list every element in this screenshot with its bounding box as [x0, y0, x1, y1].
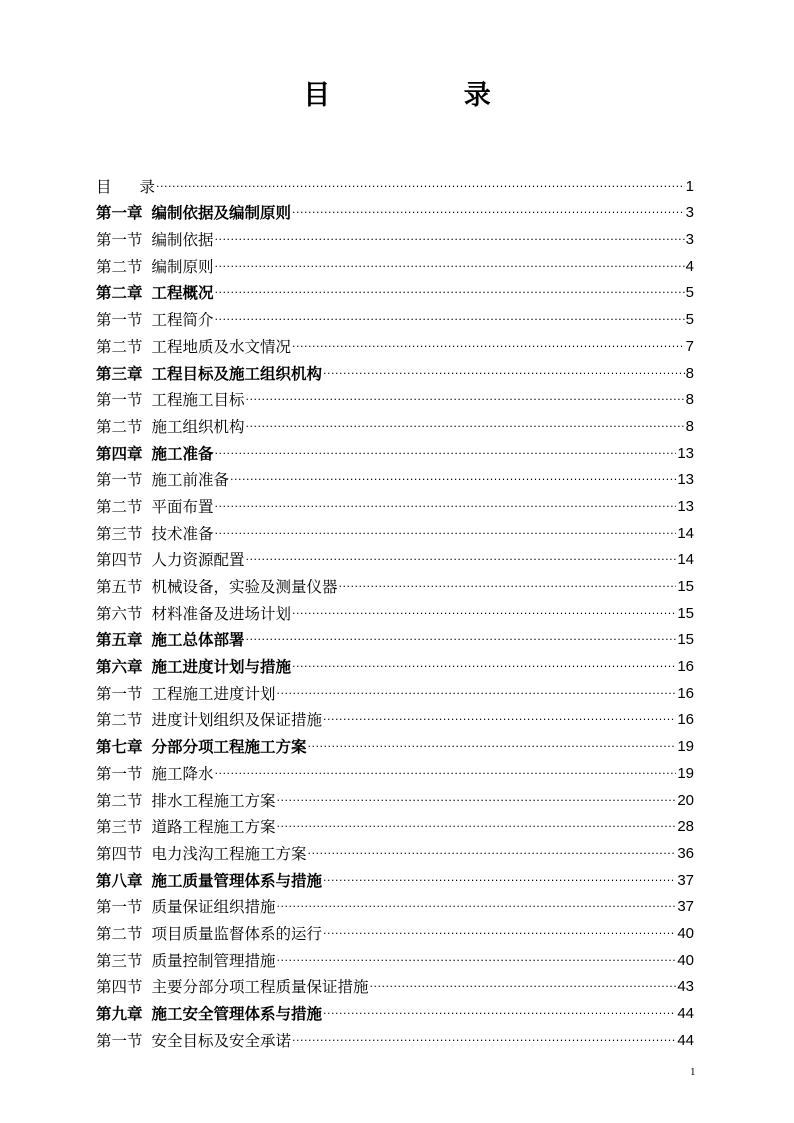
toc-dot-leader [323, 926, 676, 942]
toc-entry-label: 第八章 [96, 870, 143, 890]
toc-dot-leader [277, 819, 677, 835]
toc-entry-page: 15 [677, 578, 694, 595]
toc-entry-title: 工程施工进度计划 [151, 684, 276, 703]
toc-entry[interactable] [96, 384, 694, 411]
toc-entry-title: 质量保证组织措施 [151, 898, 276, 917]
toc-entry-label: 第一章 [96, 203, 143, 223]
toc-entry-title: 工程概况 [151, 283, 214, 303]
toc-entry[interactable] [96, 944, 694, 971]
toc-entry-title: 施工降水 [151, 764, 214, 783]
toc-entry-page: 13 [677, 471, 694, 489]
toc-entry-title: 机械设备，实验及测量仪器 [151, 578, 338, 596]
toc-entry[interactable] [96, 570, 694, 597]
toc-entry-title: 工程目标及施工组织机构 [151, 363, 323, 383]
toc-entry[interactable] [96, 917, 694, 944]
toc-entry-label: 第一节 [96, 231, 143, 250]
toc-dot-leader [292, 205, 685, 221]
toc-entry-page: 16 [677, 684, 694, 702]
toc-entry-title: 技术准备 [151, 524, 214, 543]
toc-dot-leader [323, 712, 676, 728]
toc-entry-page: 5 [685, 311, 694, 329]
toc-dot-leader [230, 472, 676, 488]
toc-entry[interactable] [96, 864, 694, 891]
toc-entry-label: 第九章 [96, 1004, 143, 1023]
toc-dot-leader [277, 899, 677, 915]
toc-entry-title: 施工总体部署 [151, 630, 245, 650]
toc-entry[interactable] [96, 197, 694, 224]
toc-entry-title: 编制依据及编制原则 [151, 203, 292, 223]
toc-dot-leader [246, 552, 677, 568]
toc-entry-title: 施工进度计划与措施 [151, 657, 292, 677]
toc-entry-title: 分部分项工程施工方案 [151, 737, 307, 757]
toc-entry-label: 第四节 [96, 551, 143, 570]
toc-entry[interactable] [96, 757, 694, 784]
toc-dot-leader [215, 766, 677, 782]
toc-dot-leader [292, 606, 676, 622]
toc-entry[interactable] [96, 997, 694, 1024]
toc-entry-page: 8 [685, 391, 694, 409]
toc-entry[interactable] [96, 464, 694, 491]
toc-entry-page: 16 [677, 711, 694, 729]
toc-dot-leader [246, 419, 685, 435]
toc-entry-page: 13 [677, 497, 694, 515]
toc-entry-label: 第五章 [96, 630, 143, 650]
toc-entry-label: 第二节 [96, 497, 143, 516]
toc-entry-page: 44 [677, 1031, 694, 1049]
toc-entry-page: 14 [677, 551, 694, 569]
toc-entry[interactable] [96, 1024, 694, 1051]
toc-dot-leader [277, 953, 677, 969]
toc-entry-title: 工程地质及水文情况 [151, 337, 292, 356]
toc-entry[interactable] [96, 730, 694, 757]
toc-entry[interactable] [96, 303, 694, 330]
toc-dot-leader [323, 366, 685, 382]
toc-entry-label: 第一节 [96, 311, 143, 330]
toc-entry-page: 43 [677, 978, 694, 996]
toc-entry-label: 第四章 [96, 443, 143, 463]
toc-entry-title: 道路工程施工方案 [151, 818, 276, 837]
toc-dot-leader [246, 392, 685, 408]
toc-entry-label: 第三章 [96, 363, 143, 383]
toc-entry[interactable] [96, 704, 694, 731]
toc-entry-title: 录 [139, 177, 156, 196]
toc-entry-page: 37 [677, 898, 694, 916]
toc-entry-label: 第一节 [96, 684, 143, 703]
toc-dot-leader [292, 1033, 676, 1049]
toc-entry-page: 20 [677, 791, 694, 809]
toc-entry-label: 第三节 [96, 818, 143, 837]
toc-entry[interactable] [96, 971, 694, 998]
toc-entry-page: 8 [685, 364, 694, 382]
toc-entry-label: 第二节 [96, 711, 143, 730]
toc-entry-page: 15 [677, 631, 694, 649]
toc-entry[interactable] [96, 650, 694, 677]
toc-entry-page: 19 [677, 764, 694, 782]
toc-dot-leader [215, 285, 685, 301]
toc-entry-page: 7 [685, 337, 694, 355]
toc-entry-title: 质量控制管理措施 [151, 951, 276, 970]
toc-dot-leader [308, 739, 677, 755]
toc-entry-title: 施工准备 [151, 443, 214, 463]
toc-entry-title: 施工组织机构 [151, 417, 245, 436]
toc-dot-leader [277, 793, 677, 809]
toc-entry-label: 第三节 [96, 951, 143, 970]
toc-entry-label: 目 [96, 177, 112, 196]
toc-entry-label: 第二章 [96, 283, 143, 303]
toc-entry[interactable] [96, 277, 694, 304]
toc-entry-label: 第三节 [96, 524, 143, 543]
toc-entry[interactable] [96, 597, 694, 624]
toc-entry-title: 排水工程施工方案 [151, 791, 276, 810]
toc-entry[interactable] [96, 223, 694, 250]
toc-entry-page: 13 [677, 444, 694, 462]
toc-entry-page: 36 [677, 844, 694, 862]
toc-entry-label: 第二节 [96, 337, 143, 356]
toc-entry-page: 14 [677, 524, 694, 542]
toc-dot-leader [323, 1006, 676, 1022]
toc-entry[interactable] [96, 784, 694, 811]
toc-entry-label: 第六节 [96, 604, 143, 623]
toc-entry-page: 28 [677, 818, 694, 836]
toc-entry[interactable] [96, 891, 694, 918]
toc-entry-title: 安全目标及安全承诺 [151, 1031, 292, 1050]
toc-dot-leader [246, 632, 677, 648]
toc-entry[interactable] [96, 624, 694, 651]
toc-entry[interactable] [96, 677, 694, 704]
toc-entry-page: 16 [677, 658, 694, 676]
toc-entry-label: 第一节 [96, 764, 143, 783]
toc-entry-label: 第二节 [96, 257, 143, 276]
toc-dot-leader [215, 499, 677, 515]
toc-entry-label: 第七章 [96, 737, 143, 757]
toc-entry[interactable] [96, 517, 694, 544]
toc-entry-page: 3 [685, 231, 694, 249]
toc-entry-title: 施工前准备 [151, 471, 230, 490]
toc-dot-leader [156, 179, 685, 195]
toc-entry-page: 15 [677, 604, 694, 622]
toc-entry[interactable] [96, 330, 694, 357]
toc-entry-title: 编制原则 [151, 257, 214, 276]
toc-entry[interactable] [96, 250, 694, 277]
toc-entry-label: 第一节 [96, 1031, 143, 1050]
toc-entry-page: 4 [685, 257, 694, 275]
toc-entry-label: 第四节 [96, 844, 143, 863]
toc-entry[interactable] [96, 437, 694, 464]
toc-entry-label: 第六章 [96, 657, 143, 677]
toc-entry-title: 电力浅沟工程施工方案 [151, 844, 307, 863]
toc-entry-label: 第四节 [96, 978, 143, 997]
toc-dot-leader [370, 979, 677, 995]
toc-entry-label: 第二节 [96, 791, 143, 810]
toc-dot-leader [339, 579, 677, 595]
toc-entry-page: 3 [685, 204, 694, 222]
toc-entry[interactable] [96, 490, 694, 517]
toc-entry-title: 施工安全管理体系与措施 [151, 1004, 323, 1023]
toc-entry-label: 第一节 [96, 898, 143, 917]
toc-dot-leader [292, 659, 676, 675]
toc-entry-page: 1 [685, 177, 694, 195]
toc-entry-page: 40 [677, 924, 694, 942]
toc-dot-leader [215, 232, 685, 248]
toc-dot-leader [215, 312, 685, 328]
toc-entry-label: 第二节 [96, 924, 143, 943]
toc-entry-title: 编制依据 [151, 231, 214, 250]
toc-entry[interactable] [96, 811, 694, 838]
toc-entry-title: 工程简介 [151, 311, 214, 330]
toc-entry[interactable] [96, 544, 694, 571]
toc-dot-leader [215, 259, 685, 275]
toc-entry-title: 材料准备及进场计划 [151, 604, 292, 623]
toc-dot-leader [277, 686, 677, 702]
toc-entry-title: 主要分部分项工程质量保证措施 [151, 978, 369, 997]
toc-entry-title: 平面布置 [151, 497, 214, 516]
toc-entry-page: 8 [685, 417, 694, 435]
toc-entry-title: 工程施工目标 [151, 391, 245, 410]
toc-dot-leader [215, 446, 677, 462]
toc-dot-leader [308, 846, 677, 862]
page-title: 目 录 [303, 80, 553, 111]
toc-dot-leader [292, 339, 685, 355]
table-of-contents [96, 170, 694, 1051]
toc-dot-leader [323, 873, 676, 889]
toc-entry-page: 44 [677, 1005, 694, 1022]
toc-entry-page: 37 [677, 871, 694, 889]
toc-entry-label: 第一节 [96, 391, 143, 410]
toc-entry-label: 第五节 [96, 578, 143, 596]
toc-entry-title: 人力资源配置 [151, 551, 245, 570]
toc-entry[interactable] [96, 357, 694, 384]
toc-entry[interactable] [96, 837, 694, 864]
toc-dot-leader [215, 526, 677, 542]
toc-entry-title: 项目质量监督体系的运行 [151, 924, 323, 943]
toc-entry[interactable] [96, 410, 694, 437]
toc-entry[interactable] [96, 170, 694, 197]
page-number: 1 [690, 1066, 696, 1078]
toc-entry-title: 施工质量管理体系与措施 [151, 870, 323, 890]
toc-entry-title: 进度计划组织及保证措施 [151, 711, 323, 730]
toc-entry-page: 19 [677, 738, 694, 756]
toc-entry-label: 第一节 [96, 471, 143, 490]
toc-entry-page: 5 [685, 284, 694, 302]
toc-entry-page: 40 [677, 951, 694, 969]
toc-entry-label: 第二节 [96, 417, 143, 436]
